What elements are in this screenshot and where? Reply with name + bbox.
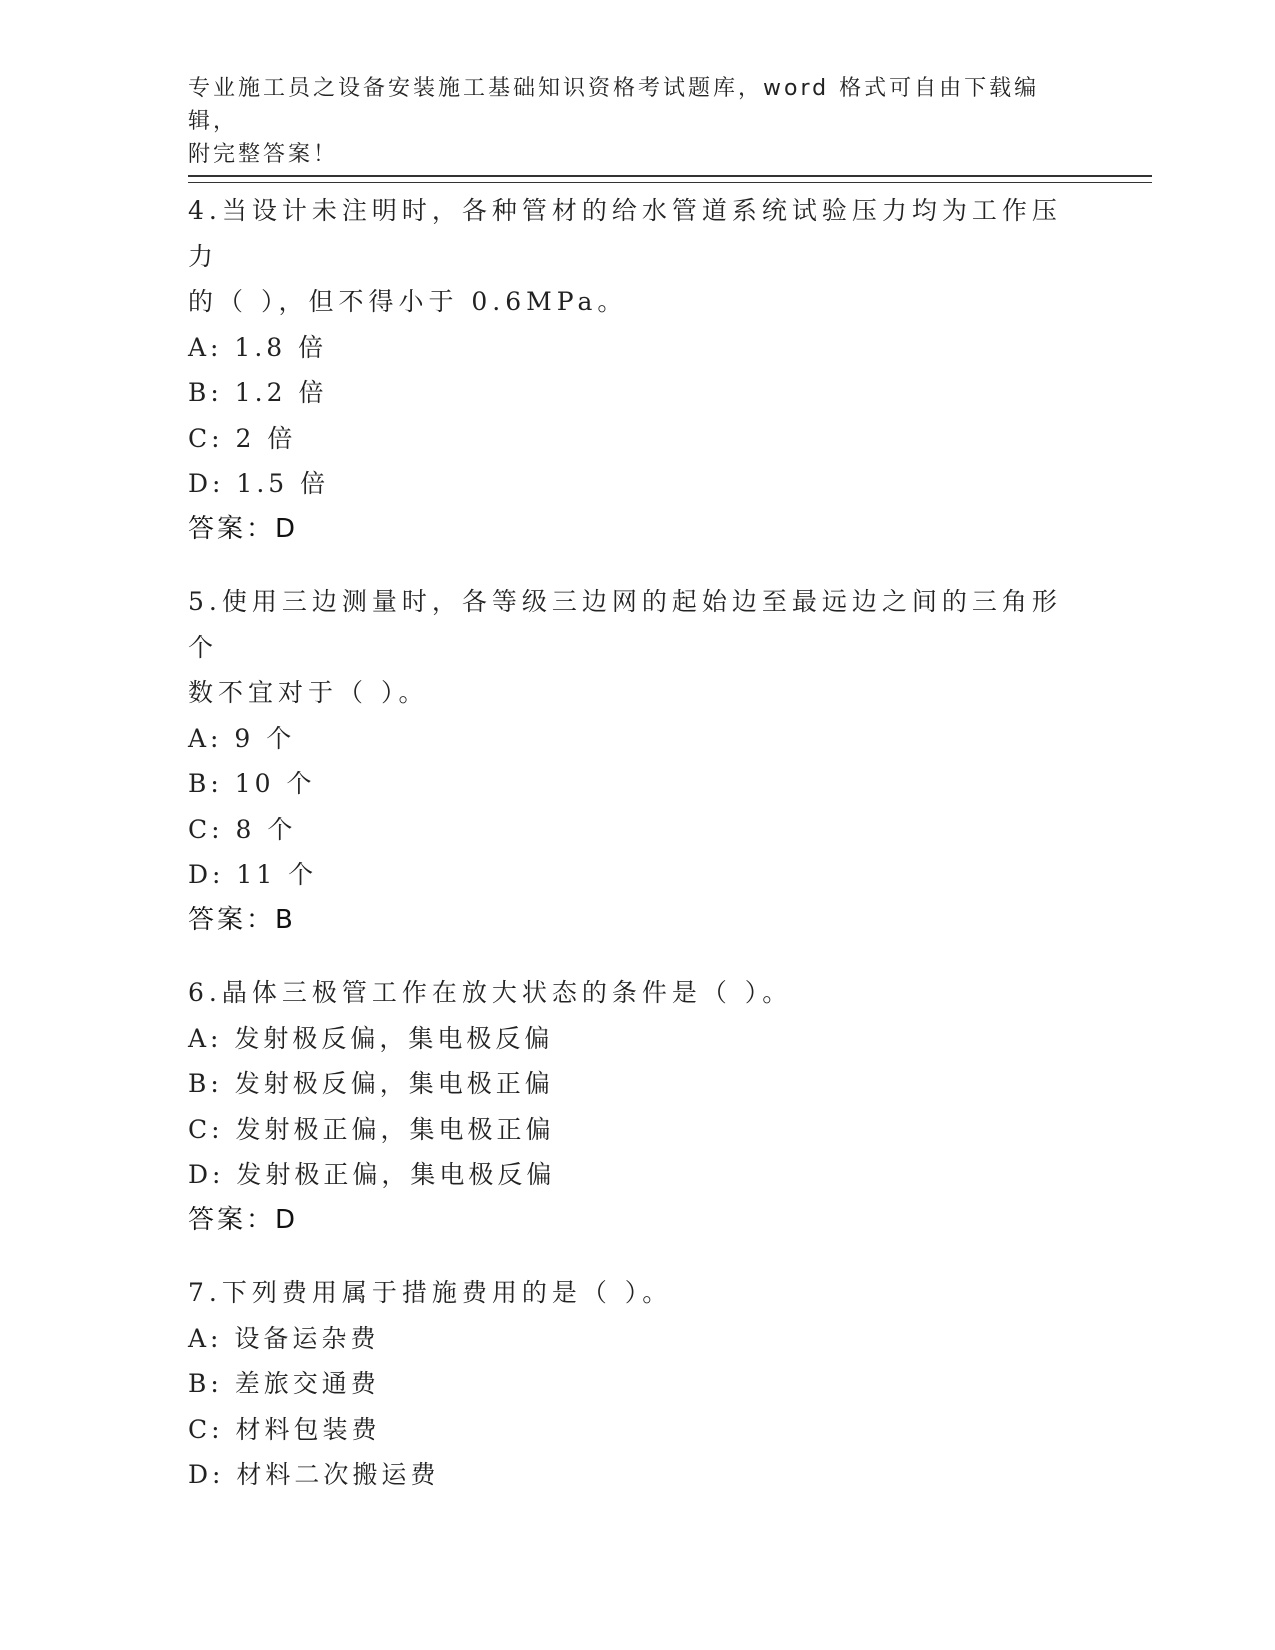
- option-c: C: 材料包装费: [188, 1414, 381, 1444]
- option-b: B: 10 个: [188, 769, 316, 798]
- option-c: C: 8 个: [188, 814, 297, 844]
- option-b: B: 发射极反偏，集电极正偏: [188, 1069, 554, 1098]
- option-c: C: 发射极正偏，集电极正偏: [188, 1114, 555, 1144]
- option-b: B: 差旅交通费: [188, 1369, 380, 1398]
- question-6: [188, 970, 1088, 1243]
- question-list: [188, 188, 1088, 1525]
- question-7: [188, 1270, 1088, 1498]
- document-header: [188, 72, 1068, 171]
- option-d: D: 发射极正偏，集电极反偏: [188, 1160, 556, 1189]
- option-b: B: 1.2 倍: [188, 378, 328, 407]
- answer-label: 答案：D: [188, 513, 299, 544]
- question-text-line-1: 4.当设计未注明时，各种管材的给水管道系统试验压力均为工作压力: [188, 196, 1062, 271]
- question-text-line-1: 6.晶体三极管工作在放大状态的条件是（ ）。: [188, 978, 793, 1007]
- header-title-line-1: 专业施工员之设备安装施工基础知识资格考试题库，word 格式可自由下载编辑，: [188, 76, 1040, 134]
- question-text-line-1: 5.使用三边测量时，各等级三边网的起始边至最远边之间的三角形个: [188, 587, 1062, 662]
- question-text-line-1: 7.下列费用属于措施费用的是（ ）。: [188, 1278, 673, 1307]
- option-d: D: 1.5 倍: [188, 469, 330, 498]
- header-divider-thin: [188, 182, 1152, 183]
- header-divider-thick: [188, 175, 1152, 177]
- option-a: A: 发射极反偏，集电极反偏: [188, 1023, 554, 1053]
- option-a: A: 9 个: [188, 723, 296, 753]
- answer-label: 答案：B: [188, 904, 296, 935]
- question-text-line-2: 的（ ），但不得小于 0.6MPa。: [188, 287, 628, 316]
- question-4: [188, 188, 1088, 552]
- option-c: C: 2 倍: [188, 423, 297, 453]
- option-a: A: 设备运杂费: [188, 1323, 380, 1353]
- option-a: A: 1.8 倍: [188, 332, 328, 362]
- option-d: D: 11 个: [188, 860, 318, 889]
- answer-label: 答案：D: [188, 1204, 299, 1235]
- question-text-line-2: 数不宜对于（ ）。: [188, 678, 429, 707]
- header-title-line-2: 附完整答案！: [188, 142, 339, 167]
- option-d: D: 材料二次搬运费: [188, 1460, 440, 1489]
- question-5: [188, 579, 1088, 943]
